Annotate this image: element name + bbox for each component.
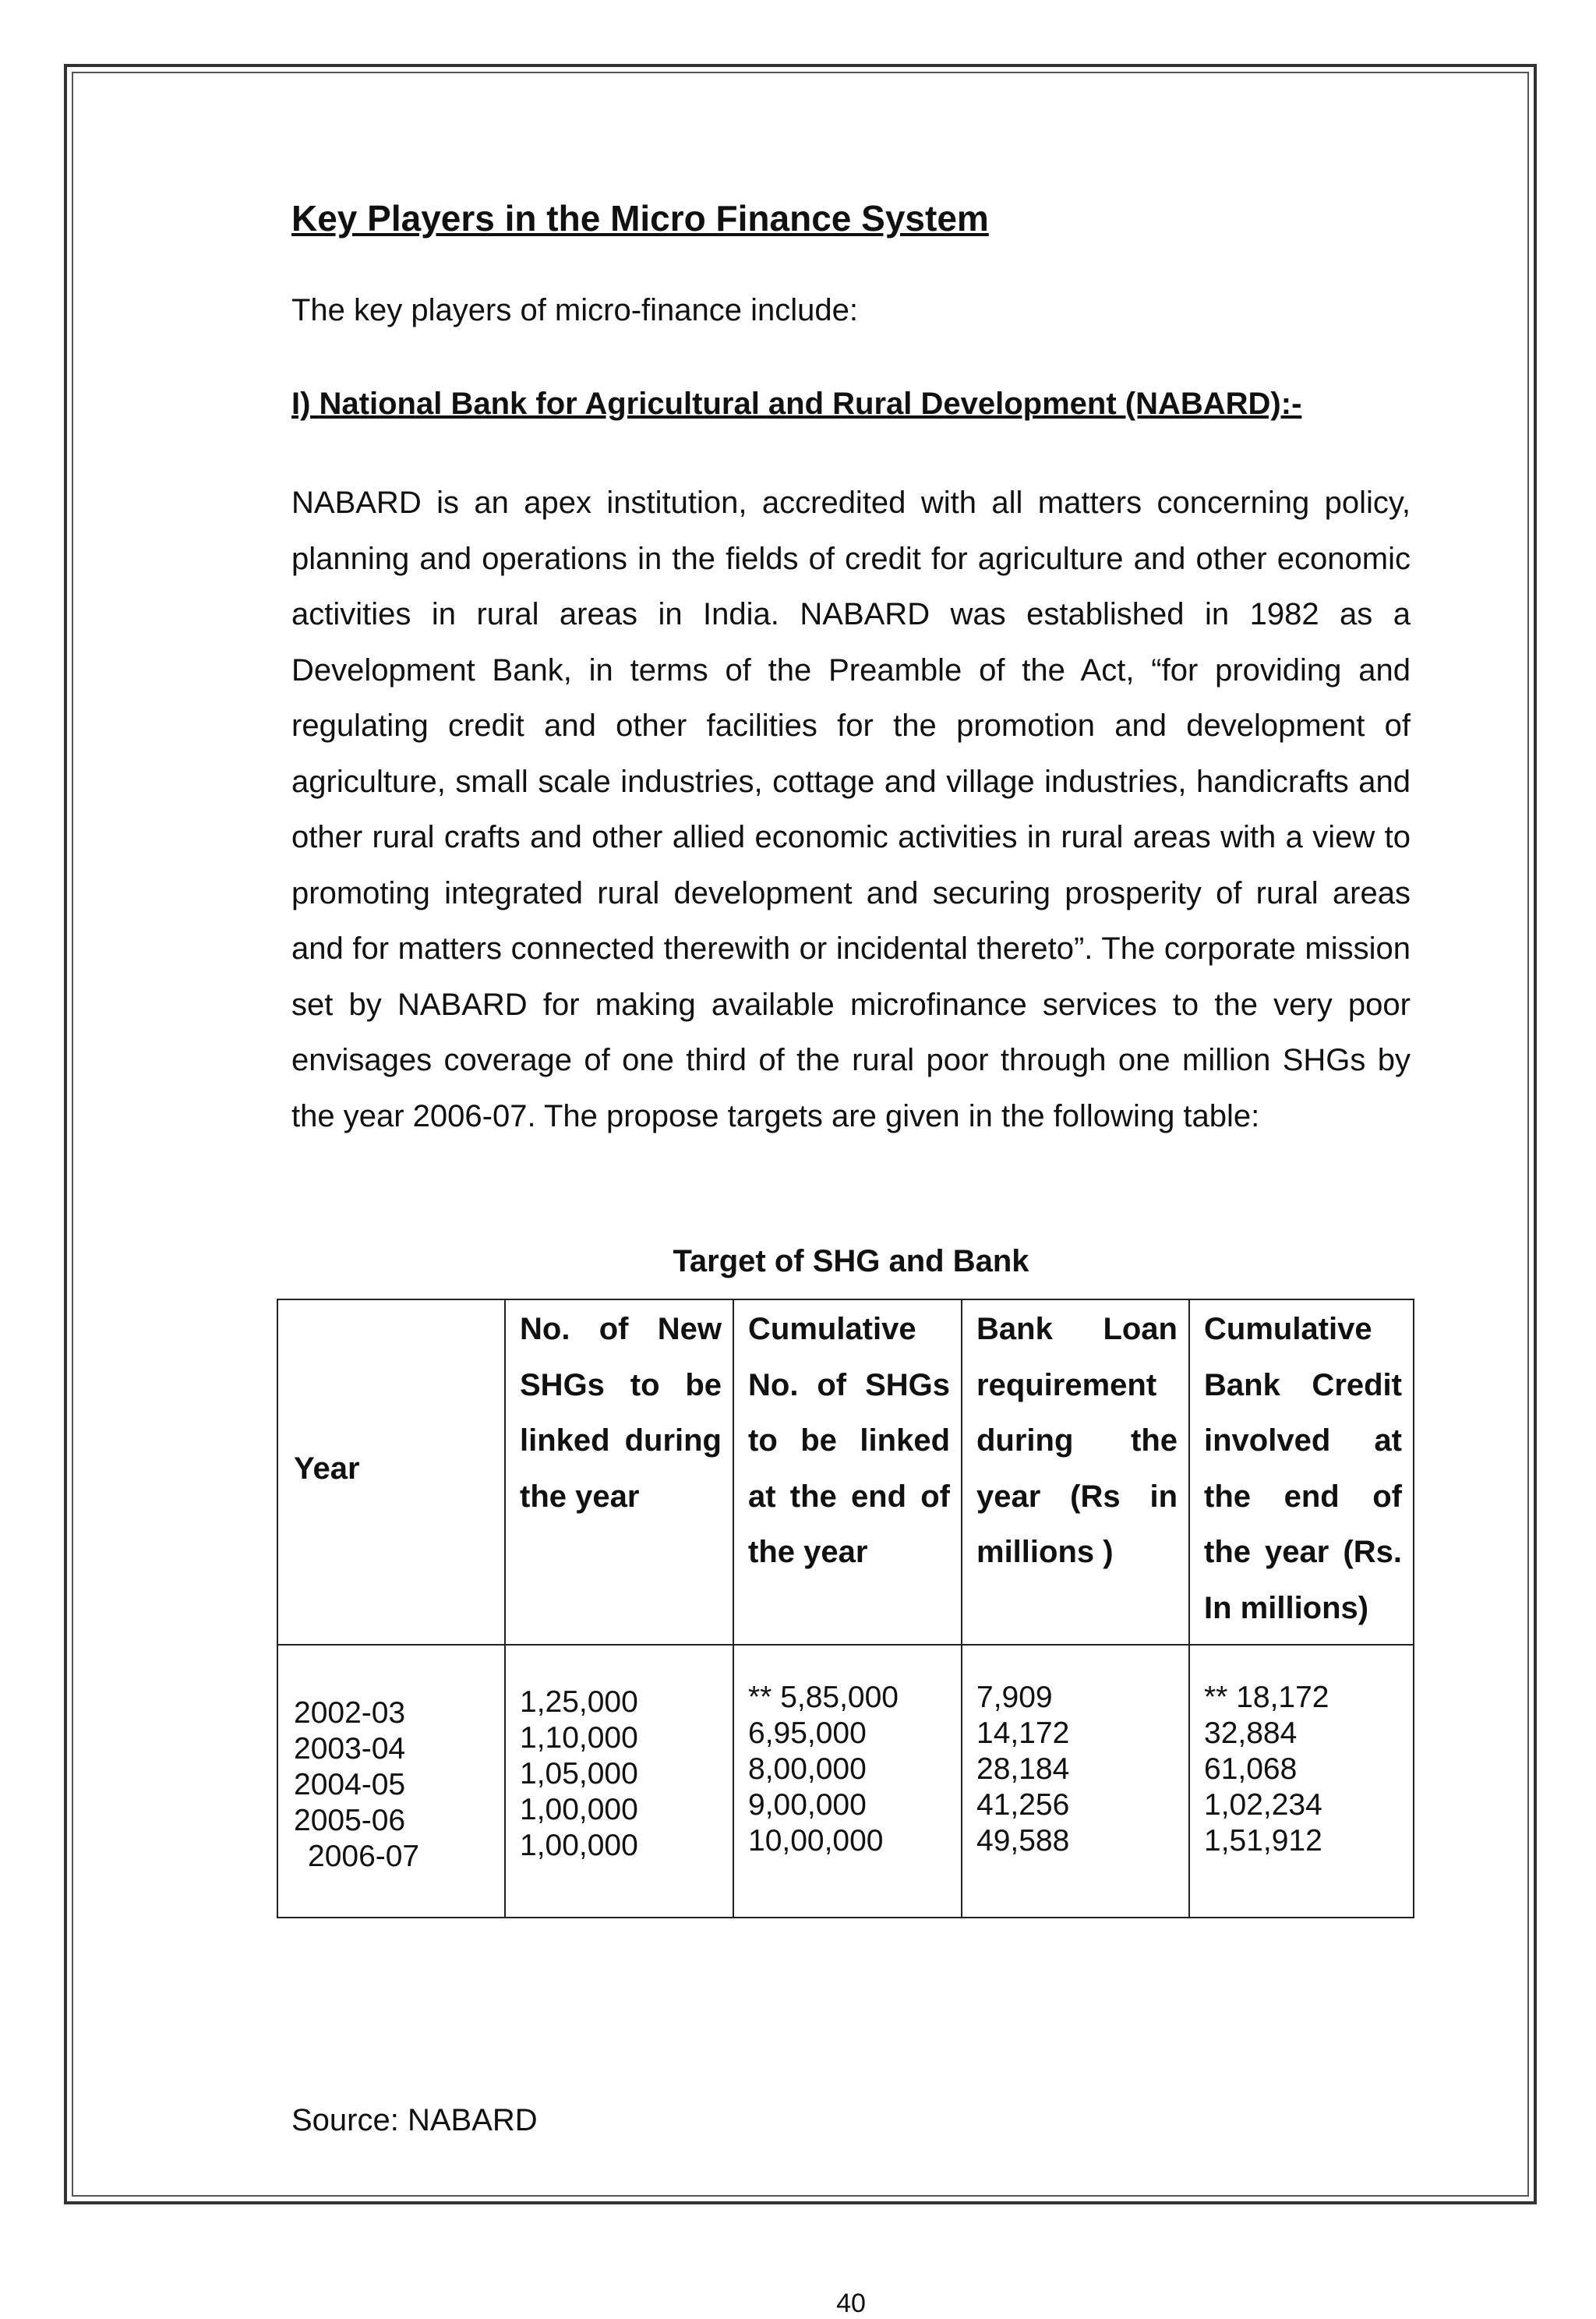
bank-loan-column-cell bbox=[962, 1645, 1189, 1918]
cumulative-credit-value: 32,884 bbox=[1204, 1716, 1298, 1750]
header-new-shgs bbox=[505, 1299, 733, 1645]
year-value: 2005-06 bbox=[294, 1804, 406, 1837]
table-title: Target of SHG and Bank bbox=[673, 1244, 1029, 1278]
cumulative-credit-value: 1,51,912 bbox=[1204, 1824, 1322, 1858]
cumulative-shgs-value: 9,00,000 bbox=[748, 1788, 867, 1822]
cumulative-credit-value: 61,068 bbox=[1204, 1752, 1298, 1786]
header-year bbox=[277, 1299, 505, 1645]
new-shgs-value: 1,25,000 bbox=[520, 1685, 638, 1719]
year-value: 2004-05 bbox=[294, 1768, 406, 1801]
header-cumulative-shgs bbox=[733, 1299, 962, 1645]
year-value: 2002-03 bbox=[294, 1696, 406, 1730]
nabard-paragraph: NABARD is an apex institution, accredited with all matters concerning policy, planning and operations in the fields of credit for agriculture and other economic activities in rural areas in India. NABARD was established in 1982 as a Development Bank, in terms of the Preamble of the Act, “for providing and regulating credit and other facilities for the promotion and development of agriculture, small scale industries, cottage and village industries, handicrafts and other rural crafts and other allied economic activities in rural areas with a view to promoting integrated rural development and securing prosperity of rural areas and for matters connected therewith or incidental thereto”. The corporate mission set by NABARD for making available microfinance services to the very poor envisages coverage of one third of the rural poor through one million SHGs by the year 2006-07. The propose targets are given in the following table: bbox=[291, 486, 1411, 1133]
header-cumulative-credit bbox=[1189, 1299, 1414, 1645]
table-row bbox=[277, 1645, 1414, 1918]
new-shgs-value: 1,00,000 bbox=[520, 1829, 638, 1862]
header-year-label: Year bbox=[294, 1451, 360, 1486]
header-cumulative-shgs-label: Cumulative No. of SHGs to be linked at the end of the year bbox=[748, 1312, 950, 1569]
new-shgs-value: 1,00,000 bbox=[520, 1793, 638, 1826]
bank-loan-value: 28,184 bbox=[976, 1752, 1070, 1786]
header-cumulative-credit-label: Cumulative Bank Credit involved at the end of the year (Rs. In millions) bbox=[1204, 1312, 1402, 1625]
new-shgs-value: 1,10,000 bbox=[520, 1721, 638, 1755]
page-number: 40 bbox=[836, 2289, 866, 2318]
bank-loan-value: 7,909 bbox=[976, 1681, 1053, 1714]
targets-table bbox=[277, 1299, 1414, 1918]
bank-loan-value: 14,172 bbox=[976, 1716, 1070, 1750]
new-shgs-value: 1,05,000 bbox=[520, 1757, 638, 1791]
cumulative-credit-column-cell bbox=[1189, 1645, 1414, 1918]
cumulative-shgs-value: 8,00,000 bbox=[748, 1752, 867, 1786]
source-note: Source: NABARD bbox=[291, 2103, 538, 2137]
bank-loan-value: 49,588 bbox=[976, 1824, 1070, 1858]
page-title: Key Players in the Micro Finance System bbox=[291, 198, 989, 239]
intro-text: The key players of micro-finance include: bbox=[291, 293, 858, 327]
bank-loan-value: 41,256 bbox=[976, 1788, 1070, 1822]
cumulative-shgs-column-cell bbox=[733, 1645, 962, 1918]
cumulative-shgs-value: 10,00,000 bbox=[748, 1824, 884, 1858]
year-value: 2006-07 bbox=[308, 1840, 420, 1873]
cumulative-shgs-value: 6,95,000 bbox=[748, 1716, 867, 1750]
year-column-cell bbox=[277, 1645, 505, 1918]
cumulative-credit-value: ** 18,172 bbox=[1204, 1681, 1329, 1714]
cumulative-credit-value: 1,02,234 bbox=[1204, 1788, 1322, 1822]
year-value: 2003-04 bbox=[294, 1732, 406, 1766]
page-content bbox=[291, 187, 1411, 2318]
cumulative-shgs-value: ** 5,85,000 bbox=[748, 1681, 899, 1714]
header-new-shgs-label: No. of New SHGs to be linked during the year bbox=[520, 1312, 722, 1514]
table-header-row bbox=[277, 1299, 1414, 1645]
header-bank-loan-label: Bank Loan requirement during the year (Rs in millions ) bbox=[976, 1312, 1178, 1569]
new-shgs-column-cell bbox=[505, 1645, 733, 1918]
header-bank-loan bbox=[962, 1299, 1189, 1645]
section-heading-nabard: I) National Bank for Agricultural and Rural Development (NABARD):- bbox=[291, 387, 1302, 421]
